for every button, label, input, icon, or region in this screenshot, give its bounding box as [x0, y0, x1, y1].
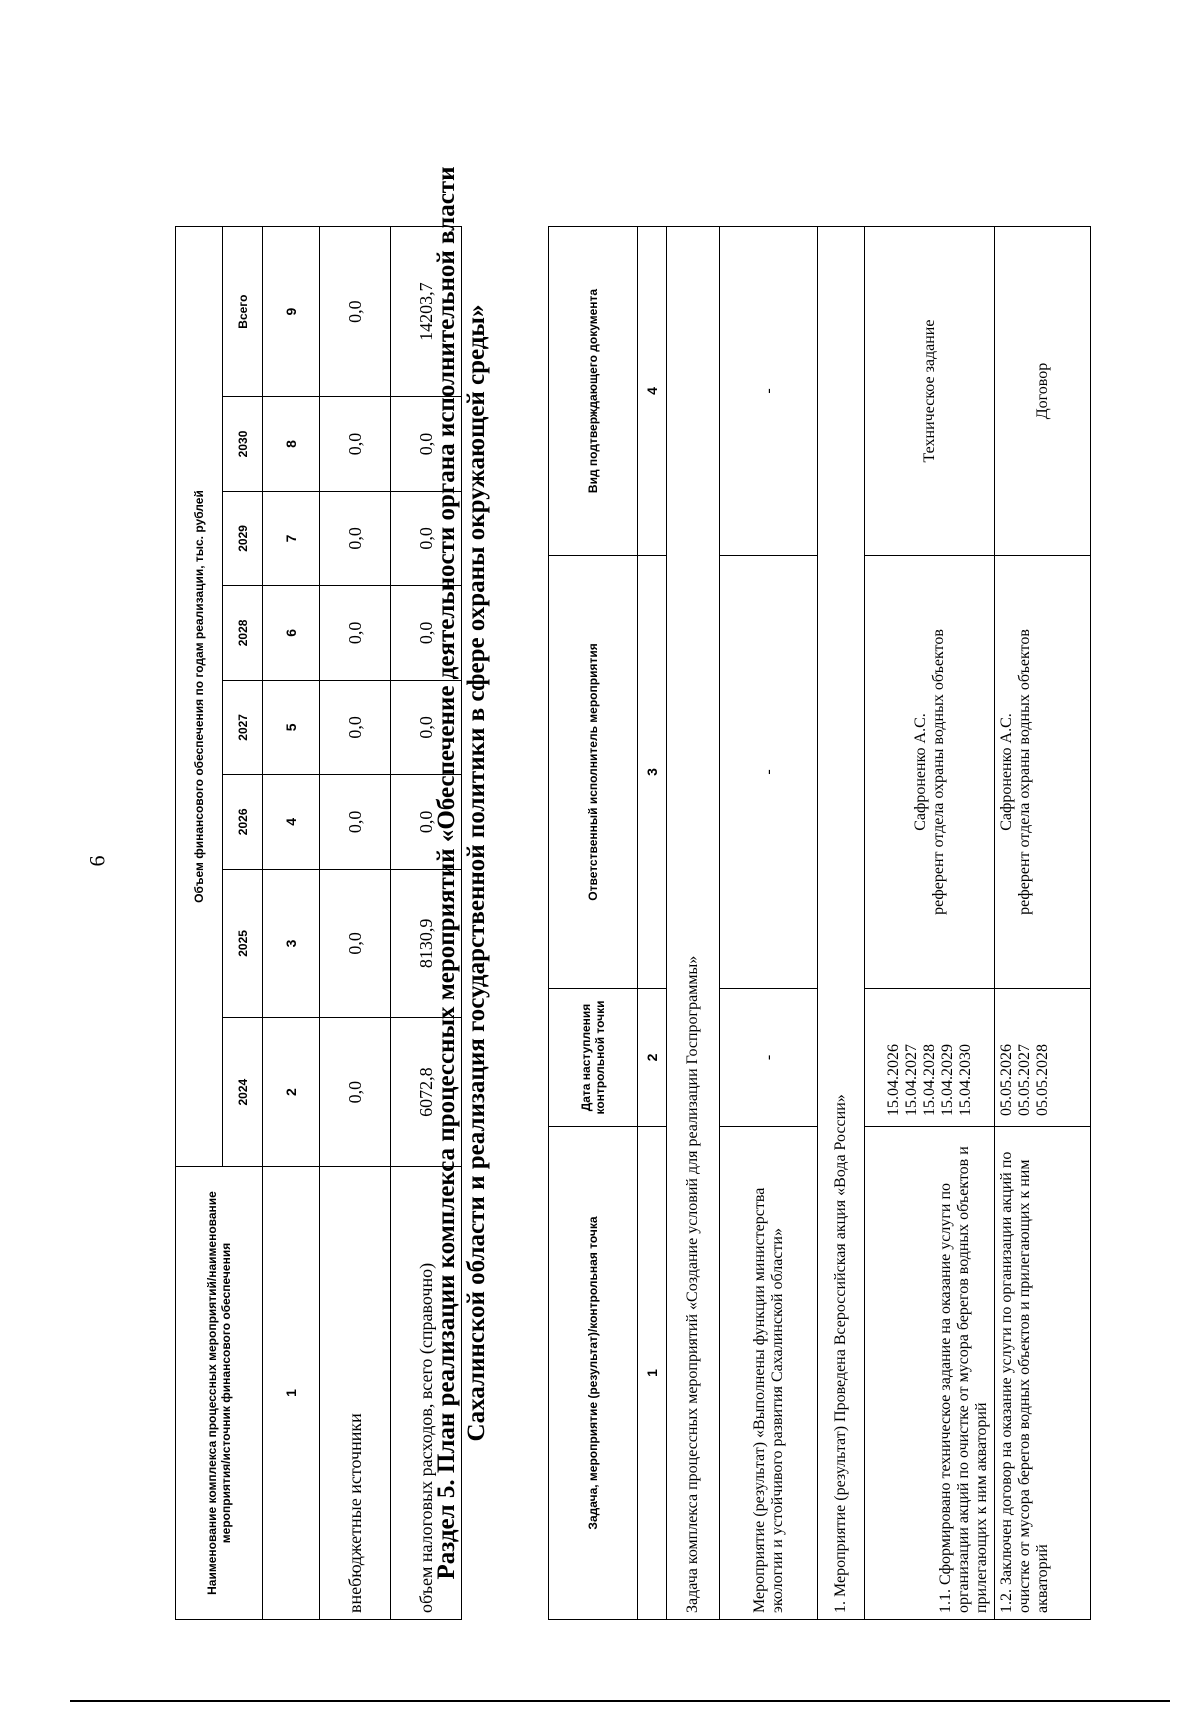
item-document: Договор — [995, 227, 1091, 556]
date-value: 05.05.2026 — [998, 1044, 1015, 1116]
task-row — [667, 227, 720, 1620]
item-document: Техническое задание — [865, 227, 995, 556]
measure-date: - — [720, 989, 818, 1127]
measure-document: - — [720, 227, 818, 556]
finance-table — [175, 226, 462, 1620]
year-header: 2030 — [223, 397, 263, 491]
index-cell: 1 — [638, 1127, 667, 1620]
index-cell: 7 — [263, 491, 320, 585]
item-dates — [865, 989, 995, 1127]
measure-name: Мероприятие (результат) «Выполнены функции министерства экологии и устойчивого развития Сахалинской области» — [720, 1127, 818, 1620]
executor-name: Сафроненко А.С. — [911, 713, 929, 831]
table-row — [995, 227, 1091, 1620]
section-title: Раздел 5. План реализации комплекса процессных мероприятий «Обеспечение деятельности органа исполнительной власти Сахалинской области и реализация государственной политики в сфере охраны окружающей среды» — [433, 166, 490, 1580]
executor-role: референт отдела охраны водных объектов — [1016, 629, 1033, 915]
index-cell: 1 — [263, 1167, 320, 1620]
date-value: 15.04.2028 — [920, 1044, 938, 1116]
index-cell: 4 — [638, 227, 667, 556]
value-cell: 6072,8 — [391, 1018, 462, 1167]
finance-header-volume: Объем финансового обеспечения по годам реализации, тыс. рублей — [176, 227, 223, 1167]
year-header: 2026 — [223, 775, 263, 869]
year-header: Всего — [223, 227, 263, 397]
finance-header-name: Наименование комплекса процессных мероприятий/наименование мероприятия/источник финансового обеспечения — [176, 1167, 263, 1620]
index-cell: 8 — [263, 397, 320, 491]
year-header: 2025 — [223, 869, 263, 1018]
value-cell: 0,0 — [391, 491, 462, 585]
event-text: 1. Мероприятие (результат) Проведена Всероссийская акция «Вода России» — [818, 227, 865, 1620]
executor-role: референт отдела охраны водных объектов — [929, 629, 947, 915]
page-number: 6 — [84, 855, 110, 867]
value-cell: 0,0 — [320, 1018, 391, 1167]
index-cell: 3 — [263, 869, 320, 1018]
value-cell: 0,0 — [320, 775, 391, 869]
index-cell: 9 — [263, 227, 320, 397]
year-header: 2027 — [223, 680, 263, 774]
task-text: Задача комплекса процессных мероприятий «Создание условий для реализации Госпрограммы» — [667, 227, 720, 1620]
date-value: 15.04.2030 — [956, 1044, 974, 1116]
index-cell: 6 — [263, 586, 320, 680]
table-row — [865, 227, 995, 1620]
event-row — [818, 227, 865, 1620]
item-executor — [995, 556, 1091, 989]
plan-table — [548, 226, 1091, 1620]
executor-name: Сафроненко А.С. — [998, 713, 1015, 831]
index-cell: 4 — [263, 775, 320, 869]
value-cell: 0,0 — [391, 397, 462, 491]
row-name: объем налоговых расходов, всего (справочно) — [391, 1167, 462, 1620]
date-value: 15.04.2026 — [884, 1044, 902, 1116]
plan-header-date: Дата наступления контрольной точки — [549, 989, 638, 1127]
page-edge-rule — [70, 1700, 1170, 1702]
date-value: 05.05.2027 — [1016, 1044, 1033, 1116]
value-cell: 0,0 — [391, 680, 462, 774]
value-cell: 14203,7 — [391, 227, 462, 397]
index-cell: 2 — [638, 989, 667, 1127]
item-name: 1.1. Сформировано техническое задание на оказание услуги по организации акций по очистке от мусора берегов водных объектов и прилегающих к ним акваторий — [865, 1127, 995, 1620]
plan-header-document: Вид подтверждающего документа — [549, 227, 638, 556]
date-value: 15.04.2027 — [902, 1044, 920, 1116]
year-header: 2029 — [223, 491, 263, 585]
value-cell: 0,0 — [320, 586, 391, 680]
plan-header-task: Задача, мероприятие (результат)/контрольная точка — [549, 1127, 638, 1620]
item-name: 1.2. Заключен договор на оказание услуги по организации акций по очистке от мусора берегов водных объектов и прилегающих к ним акваторий — [995, 1127, 1091, 1620]
value-cell: 8130,9 — [391, 869, 462, 1018]
plan-header-executor: Ответственный исполнитель мероприятия — [549, 556, 638, 989]
index-cell: 3 — [638, 556, 667, 989]
year-header: 2024 — [223, 1018, 263, 1167]
index-cell: 2 — [263, 1018, 320, 1167]
row-name: внебюджетные источники — [320, 1167, 391, 1620]
date-value: 15.04.2029 — [938, 1044, 956, 1116]
value-cell: 0,0 — [320, 680, 391, 774]
measure-executor: - — [720, 556, 818, 989]
index-cell: 5 — [263, 680, 320, 774]
year-header: 2028 — [223, 586, 263, 680]
item-executor — [865, 556, 995, 989]
value-cell: 0,0 — [391, 586, 462, 680]
measure-row — [720, 227, 818, 1620]
table-row — [320, 227, 391, 1620]
value-cell: 0,0 — [320, 227, 391, 397]
value-cell: 0,0 — [391, 775, 462, 869]
value-cell: 0,0 — [320, 869, 391, 1018]
item-dates — [995, 989, 1091, 1127]
value-cell: 0,0 — [320, 491, 391, 585]
value-cell: 0,0 — [320, 397, 391, 491]
date-value: 05.05.2028 — [1034, 1044, 1051, 1116]
